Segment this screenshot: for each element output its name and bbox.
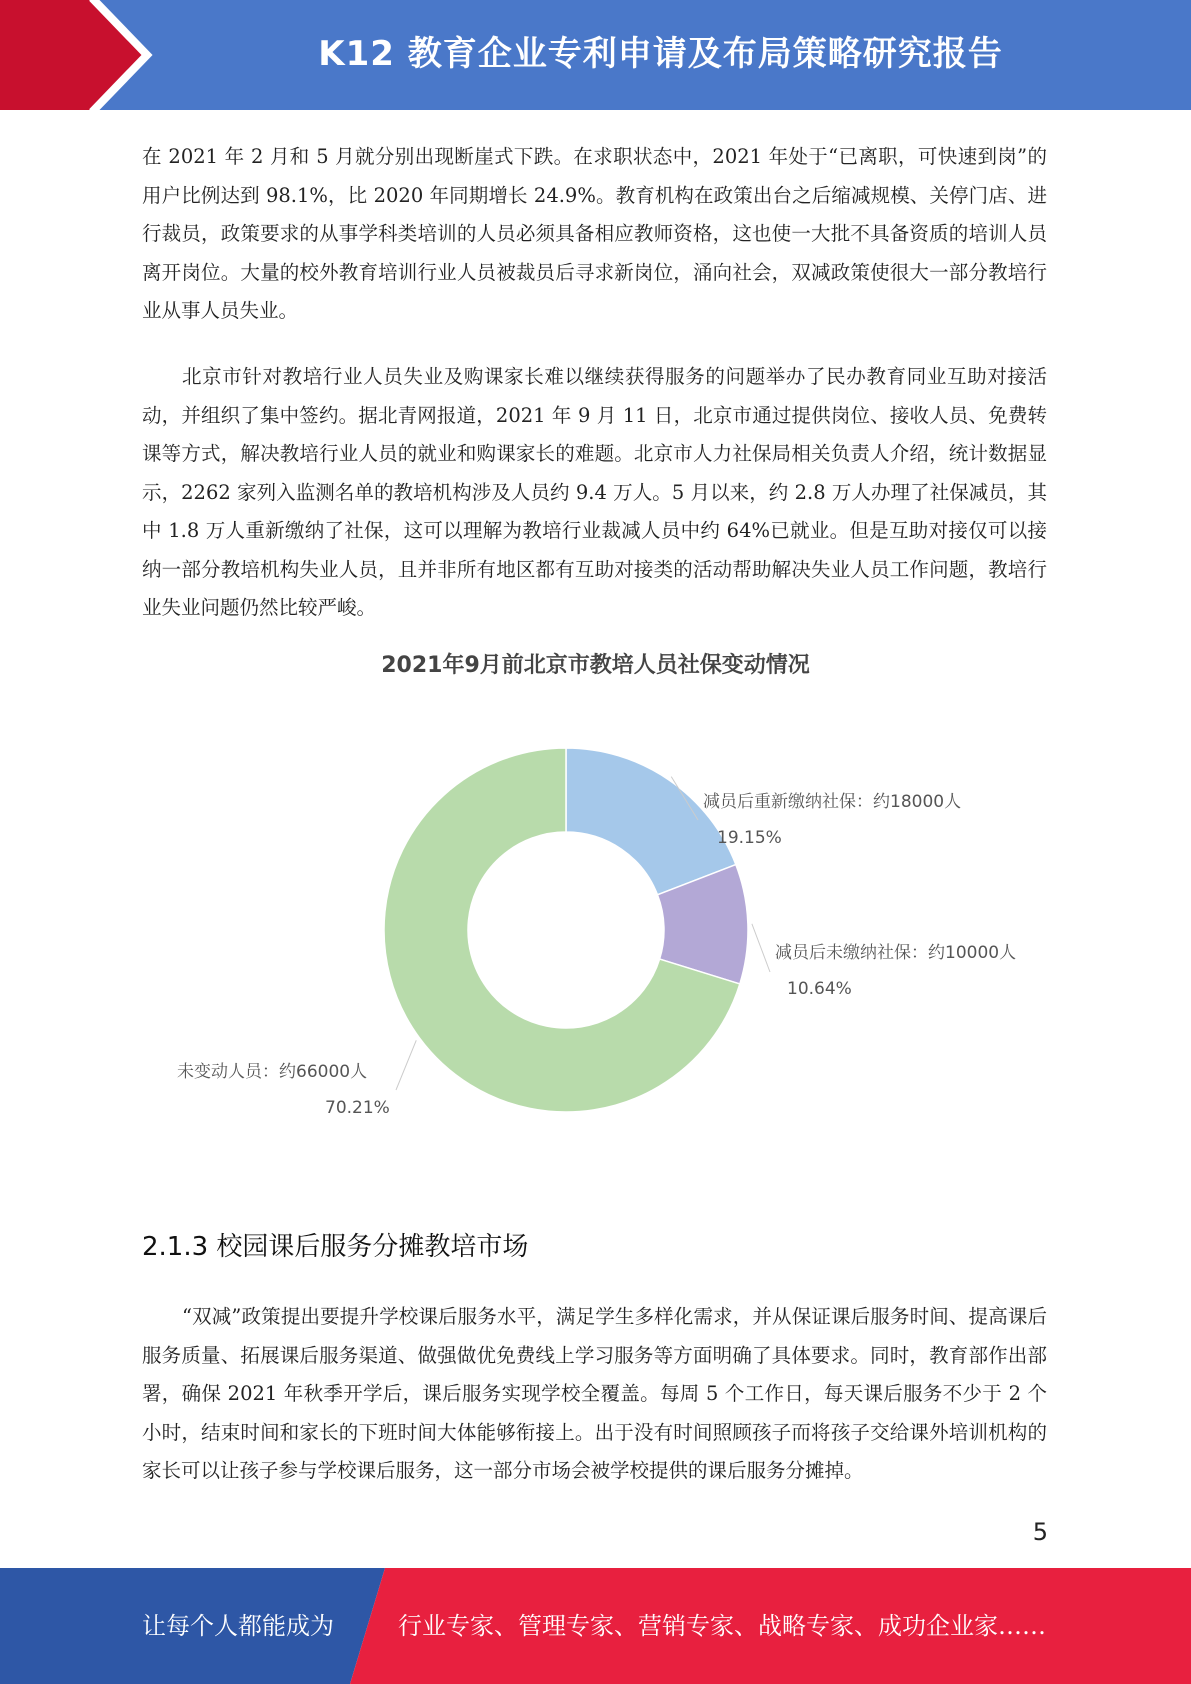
footer-slogan-right: 行业专家、管理专家、营销专家、战略专家、成功企业家…… xyxy=(398,1612,1046,1640)
paragraph-2: 北京市针对教培行业人员失业及购课家长难以继续获得服务的问题举办了民办教育同业互助对接活动，并组织了集中签约。据北青网报道，2021 年 9 月 11 日，北京市通过提供岗位、接收人员、免费转课等方式，解决教培行业人员的就业和购课家长的难题。北京市人力社保局相关负责人介绍，统计数据显示，2262 家列入监测名单的教培机构涉及人员约 9.4 万人。5 月以来，约 2.8 万人办理了社保减员，其中 1.8 万人重新缴纳了社保，这可以理解为教培行业裁减人员中约 64%已就业。但是互助对接仅可以接纳一部分教培机构失业人员，且并非所有地区都有互助对接类的活动帮助解决失业人员工作问题，教培行业失业问题仍然比较严峻。 xyxy=(142,365,1047,619)
slice-percent-label: 19.15% xyxy=(717,828,782,848)
donut-slice xyxy=(566,748,736,895)
paragraph-3: “双减”政策提出要提升学校课后服务水平，满足学生多样化需求，并从保证课后服务时间、提高课后服务质量、拓展课后服务渠道、做强做优免费线上学习服务等方面明确了具体要求。同时，教育部作出部署，确保 2021 年秋季开学后，课后服务实现学校全覆盖。每周 5 个工作日，每天课后服务不少于 2 个小时，结束时间和家长的下班时间大体能够衔接上。出于没有时间照顾孩子而将孩子交给课外培训机构的家长可以让孩子参与学校课后服务，这一部分市场会被学校提供的课后服务分摊掉。 xyxy=(142,1305,1047,1482)
page-footer xyxy=(0,1568,1191,1684)
page-number: 5 xyxy=(1032,1518,1048,1546)
section-heading: 2.1.3 校园课后服务分摊教培市场 xyxy=(142,1232,529,1262)
slice-percent-label: 70.21% xyxy=(325,1098,390,1118)
footer-slogan-left: 让每个人都能成为 xyxy=(142,1612,334,1640)
slice-label: 减员后未缴纳社保：约10000人 xyxy=(775,943,1017,963)
slice-label: 减员后重新缴纳社保：约18000人 xyxy=(703,792,962,812)
header-title: K12 教育企业专利申请及布局策略研究报告 xyxy=(318,34,1003,74)
slice-label: 未变动人员：约66000人 xyxy=(177,1062,368,1082)
chart-title: 2021年9月前北京市教培人员社保变动情况 xyxy=(381,653,810,678)
donut-chart xyxy=(0,690,1191,1180)
slice-percent-label: 10.64% xyxy=(787,979,852,999)
paragraph-1: 在 2021 年 2 月和 5 月就分别出现断崖式下跌。在求职状态中，2021 年处于“已离职，可快速到岗”的用户比例达到 98.1%，比 2020 年同期增长 24.9%。教育机构在政策出台之后缩减规模、关停门店、进行裁员，政策要求的从事学科类培训的人员必须具备相应教师资格，这也使一大批不具备资质的培训人员离开岗位。大量的校外教育培训行业人员被裁员后寻求新岗位，涌向社会，双减政策使很大一部分教培行业从事人员失业。 xyxy=(142,145,1047,322)
leader-line xyxy=(396,1040,416,1090)
page-header xyxy=(0,0,1191,110)
leader-line xyxy=(752,924,770,972)
